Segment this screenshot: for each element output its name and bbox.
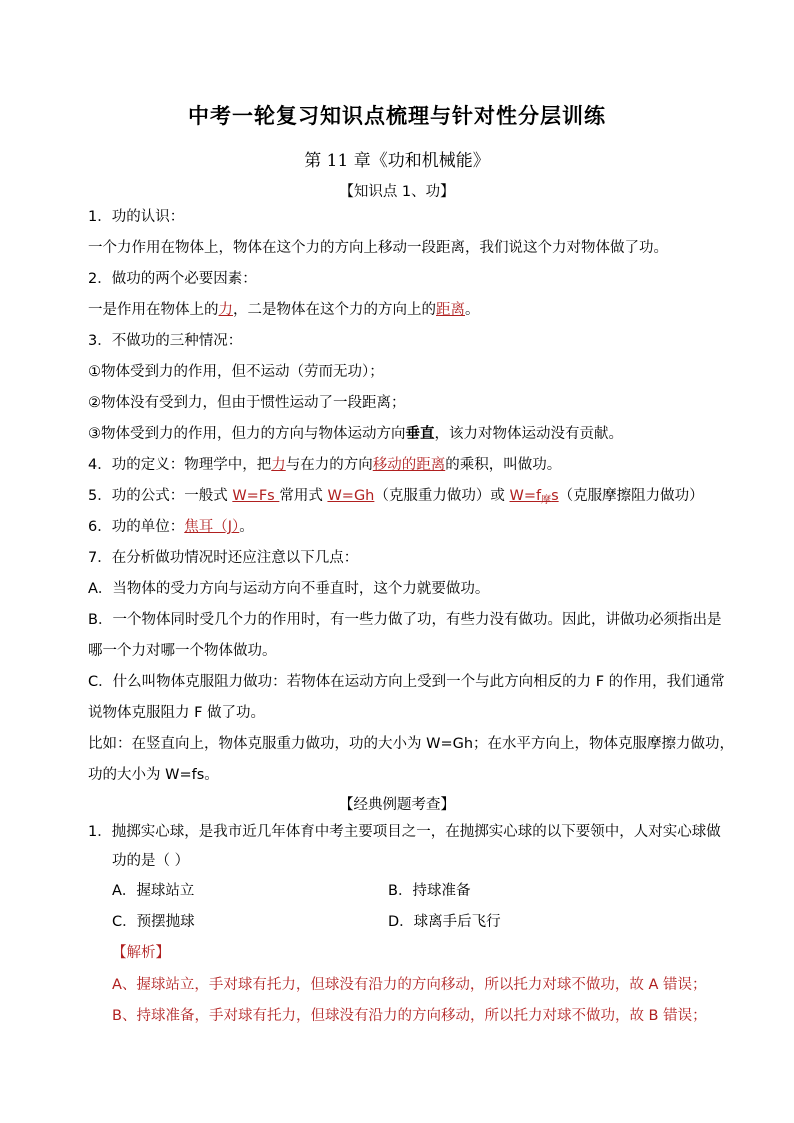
analysis-b: B、持球准备，手对球有托力，但球没有沿力的方向移动，所以托力对球不做功，故 B 错误； xyxy=(112,1008,707,1024)
section-heading-knowledge: 【知识点 1、功】 xyxy=(339,184,455,200)
point-1-body: 一个力作用在物体上，物体在这个力的方向上移动一段距离，我们说这个力对物体做了功。 xyxy=(88,240,668,256)
question-1-line1: 1．抛掷实心球，是我市近几年体育中考主要项目之一，在抛掷实心球的以下要领中，人对实心球做 xyxy=(88,824,721,840)
option-d: D．球离手后飞行 xyxy=(388,914,501,930)
formula-friction: $W=f_摩s$ xyxy=(509,488,559,506)
text: 的乘积，叫做功。 xyxy=(445,457,562,473)
text: ，二是物体在这个力的方向上的 xyxy=(233,302,436,318)
point-1-heading: 1．功的认识： xyxy=(88,209,185,225)
text: 。 xyxy=(239,519,254,535)
point-7-b-line1: B．一个物体同时受几个力的作用时，有一些力做了功，有些力没有做功。因此，讲做功必须指出是 xyxy=(88,612,722,628)
text: （克服摩擦阻力做功） xyxy=(558,488,704,504)
text: 与在力的方向 xyxy=(285,457,373,473)
section-heading-examples: 【经典例题考查】 xyxy=(339,797,455,813)
text: 常用式 xyxy=(279,488,328,504)
text: 。 xyxy=(465,302,480,318)
option-b: B．持球准备 xyxy=(388,883,471,899)
point-3-case-1: ①物体受到力的作用，但不运动（劳而无功）； xyxy=(88,364,384,380)
point-7-example-line2: 功的大小为 W=fs。 xyxy=(88,767,219,783)
point-7-c-line2: 说物体克服阻力 F 做了功。 xyxy=(88,705,266,721)
text: 4．功的定义：物理学中，把 xyxy=(88,457,272,473)
point-2-body xyxy=(88,300,708,320)
point-7-heading: 7．在分析做功情况时还应注意以下几点： xyxy=(88,550,359,566)
answer-joule: 焦耳（J） xyxy=(184,519,240,535)
answer-force: 力 xyxy=(218,302,233,318)
text: （克服重力做功）或 xyxy=(374,488,510,504)
point-7-b-line2: 哪一个力对哪一个物体做功。 xyxy=(88,643,277,659)
answer-moved-distance: 移动的距离 xyxy=(372,457,446,473)
text: 5．功的公式：一般式 xyxy=(88,488,233,504)
point-2-heading: 2．做功的两个必要因素： xyxy=(88,271,257,287)
chapter-title: 第 11 章《功和机械能》 xyxy=(304,151,490,171)
text: ③物体受到力的作用，但力的方向与物体运动方向 xyxy=(88,426,406,442)
point-7-example-line1: 比如：在竖直向上，物体克服重力做功，功的大小为 W=Gh；在水平方向上，物体克服摩擦力做功， xyxy=(88,736,735,752)
point-5-formula xyxy=(88,486,708,511)
text: 一是作用在物体上的 xyxy=(88,302,219,318)
point-6-unit xyxy=(88,517,708,537)
analysis-heading: 【解析】 xyxy=(112,945,170,961)
answer-distance: 距离 xyxy=(436,302,465,318)
formula-gravity: W=Gh xyxy=(327,488,375,504)
point-7-a: A．当物体的受力方向与运动方向不垂直时，这个力就要做功。 xyxy=(88,581,490,597)
point-3-case-3 xyxy=(88,424,708,444)
document-title: 中考一轮复习知识点梳理与针对性分层训练 xyxy=(188,103,606,128)
point-7-c-line1: C．什么叫物体克服阻力做功：若物体在运动方向上受到一个与此方向相反的力 F 的作用，我们通常 xyxy=(88,674,725,690)
answer-force: 力 xyxy=(271,457,286,473)
analysis-a: A、握球站立，手对球有托力，但球没有沿力的方向移动，所以托力对球不做功，故 A 错误； xyxy=(112,977,707,993)
text: 6．功的单位： xyxy=(88,519,185,535)
formula-general: W=Fs xyxy=(232,488,280,504)
point-3-case-2: ②物体没有受到力，但由于惯性运动了一段距离； xyxy=(88,395,406,411)
point-4-definition xyxy=(88,455,708,475)
question-1-line2: 功的是（ ） xyxy=(112,853,190,869)
point-3-heading: 3．不做功的三种情况： xyxy=(88,333,243,349)
option-c: C．预摆抛球 xyxy=(112,914,195,930)
text: ，该力对物体运动没有贡献。 xyxy=(434,426,623,442)
option-a: A．握球站立 xyxy=(112,883,195,899)
bold-perpendicular: 垂直 xyxy=(405,426,435,442)
